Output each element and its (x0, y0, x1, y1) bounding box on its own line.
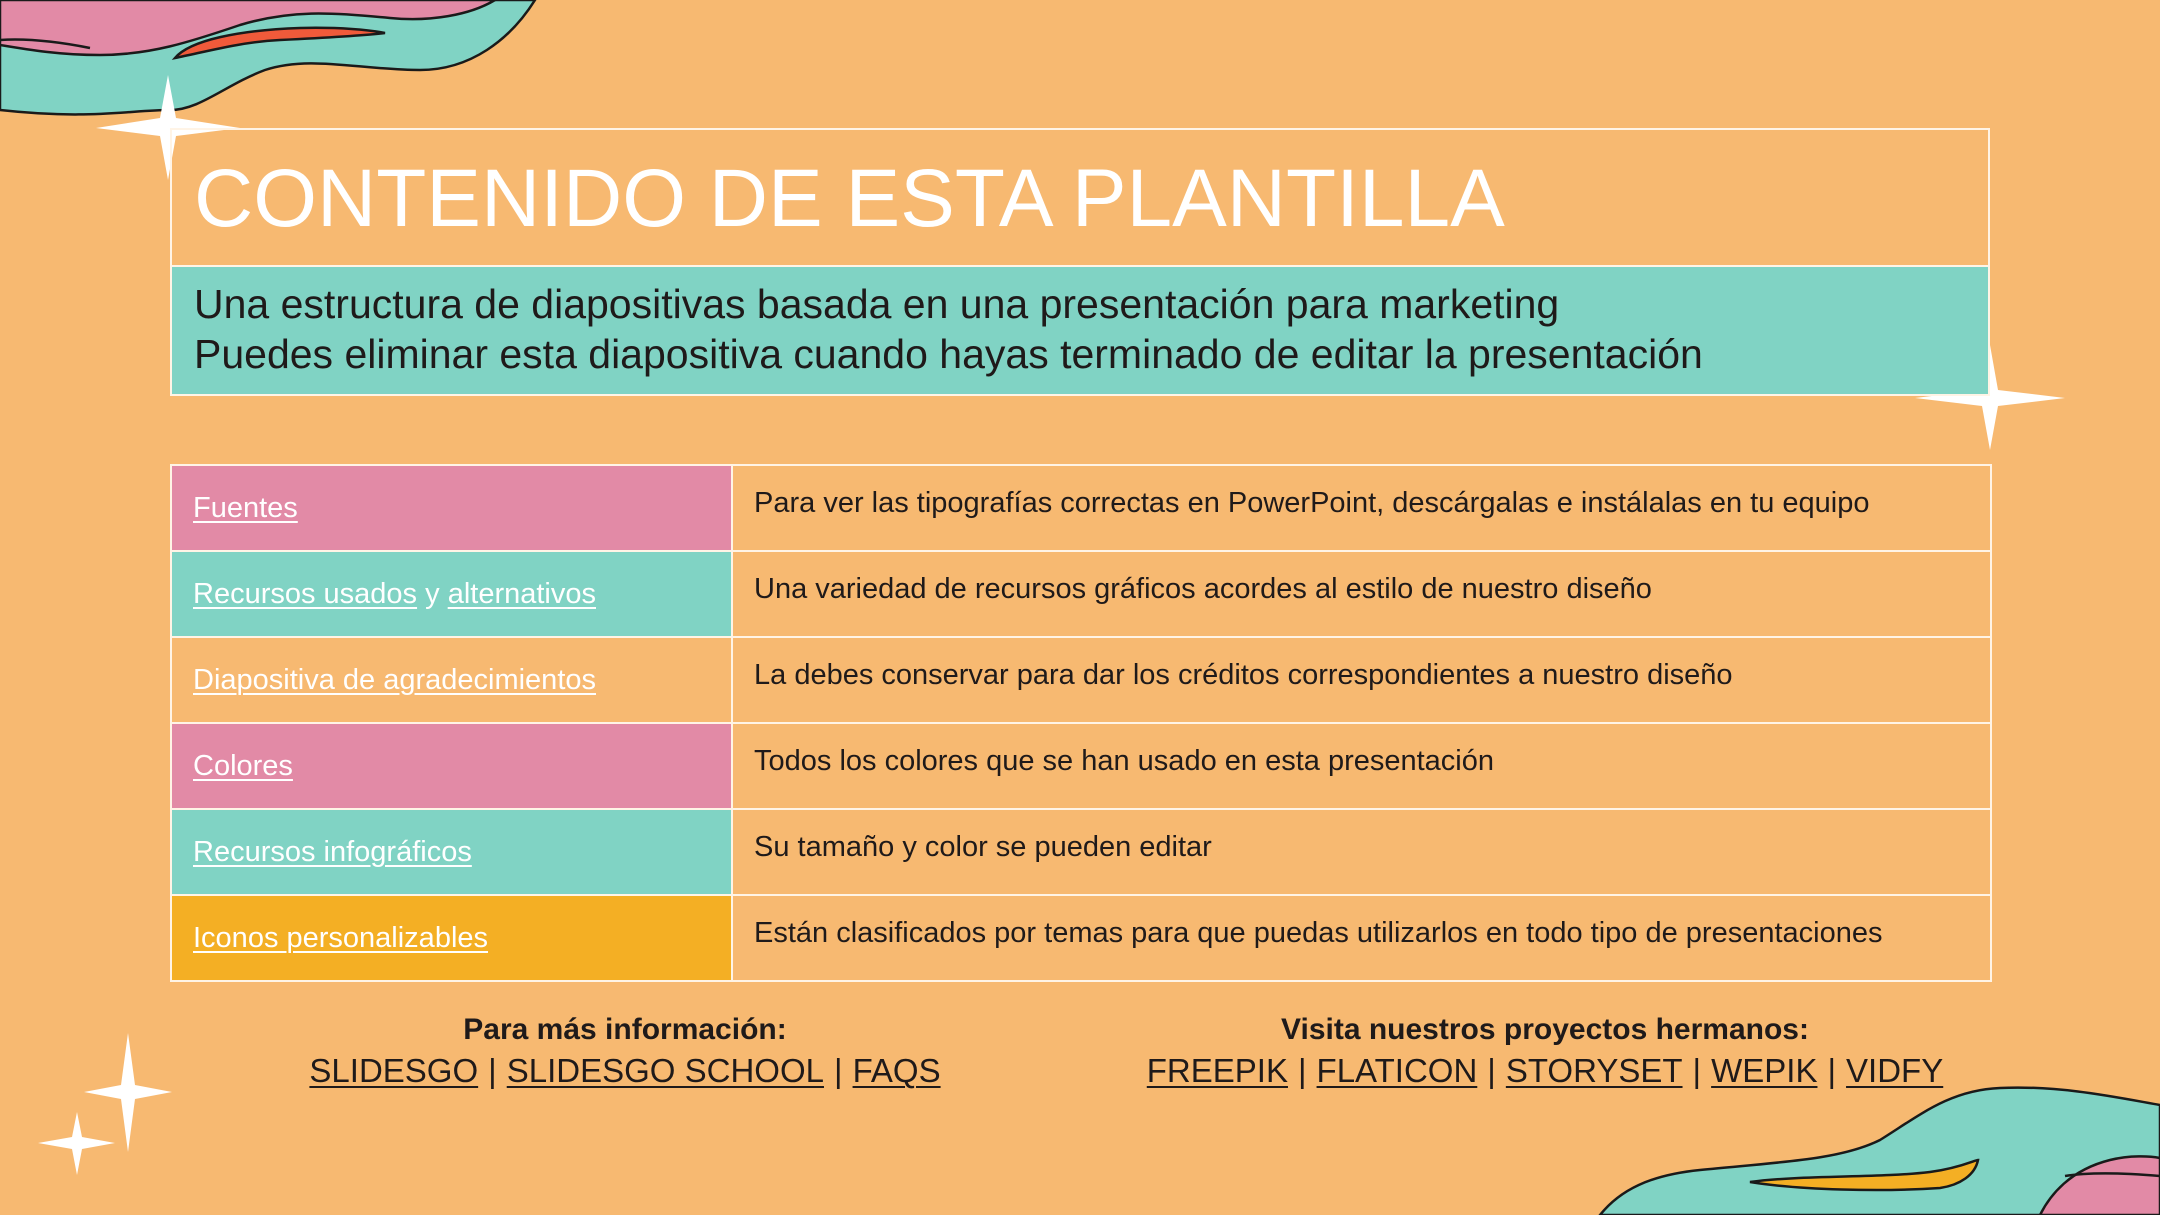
separator: | (833, 1052, 843, 1089)
link-vidfy[interactable]: VIDFY (1846, 1052, 1944, 1089)
row-label-cell (171, 637, 732, 723)
content-table (170, 464, 1992, 982)
row-description: La debes conservar para dar los créditos correspondientes a nuestro diseño (732, 637, 1991, 723)
subtitle-line-1: Una estructura de diapositivas basada en una presentación para marketing (194, 281, 1560, 327)
footer-left-heading: Para más información: (463, 1013, 787, 1046)
separator: | (1692, 1052, 1702, 1089)
row-label-cell (171, 809, 732, 895)
footer-sister-projects (1120, 1015, 1970, 1089)
footer-right-heading: Visita nuestros proyectos hermanos: (1281, 1013, 1809, 1046)
table-row (171, 723, 1991, 809)
sparkle-bottom-left-large (84, 1033, 172, 1152)
subtitle-box (170, 265, 1990, 396)
row-description: Una variedad de recursos gráficos acordes al estilo de nuestro diseño (732, 551, 1991, 637)
table-row (171, 465, 1991, 551)
footer-more-info (250, 1015, 1000, 1089)
link-iconos-personalizables[interactable]: Iconos personalizables (193, 921, 489, 954)
link-slidesgo[interactable]: SLIDESGO (309, 1052, 479, 1089)
link-colores[interactable]: Colores (193, 749, 293, 782)
row-label-cell (171, 723, 732, 809)
table-row (171, 809, 1991, 895)
row-description: Están clasificados por temas para que puedas utilizarlos en todo tipo de presentaciones (732, 895, 1991, 981)
link-freepik[interactable]: FREEPIK (1146, 1052, 1288, 1089)
label-join: y (417, 577, 448, 610)
footer-left-links (250, 1053, 1000, 1089)
title-box (170, 128, 1990, 265)
link-wepik[interactable]: WEPIK (1711, 1052, 1818, 1089)
footer-right-links (1120, 1053, 1970, 1089)
page-title: CONTENIDO DE ESTA PLANTILLA (194, 153, 1505, 244)
table-row (171, 637, 1991, 723)
table-row (171, 895, 1991, 981)
link-diapositiva-agradecimientos[interactable]: Diapositiva de agradecimientos (193, 663, 596, 696)
link-slidesgo-school[interactable]: SLIDESGO SCHOOL (506, 1052, 824, 1089)
row-description: Para ver las tipografías correctas en PowerPoint, descárgalas e instálalas en tu equipo (732, 465, 1991, 551)
row-description: Su tamaño y color se pueden editar (732, 809, 1991, 895)
link-alternativos[interactable]: alternativos (447, 577, 596, 610)
separator: | (1297, 1052, 1307, 1089)
link-flaticon[interactable]: FLATICON (1316, 1052, 1478, 1089)
sparkle-bottom-left-small (38, 1112, 115, 1175)
subtitle-line-2: Puedes eliminar esta diapositiva cuando hayas terminado de editar la presentación (194, 331, 1703, 377)
row-label-cell (171, 551, 732, 637)
link-recursos-infograficos[interactable]: Recursos infográficos (193, 835, 472, 868)
link-faqs[interactable]: FAQS (852, 1052, 941, 1089)
row-description: Todos los colores que se han usado en esta presentación (732, 723, 1991, 809)
separator: | (488, 1052, 497, 1089)
table-row (171, 551, 1991, 637)
row-label-cell (171, 465, 732, 551)
link-storyset[interactable]: STORYSET (1505, 1052, 1683, 1089)
link-recursos-usados[interactable]: Recursos usados (193, 577, 418, 610)
link-fuentes[interactable]: Fuentes (193, 491, 298, 524)
separator: | (1827, 1052, 1837, 1089)
separator: | (1487, 1052, 1496, 1089)
row-label-cell (171, 895, 732, 981)
